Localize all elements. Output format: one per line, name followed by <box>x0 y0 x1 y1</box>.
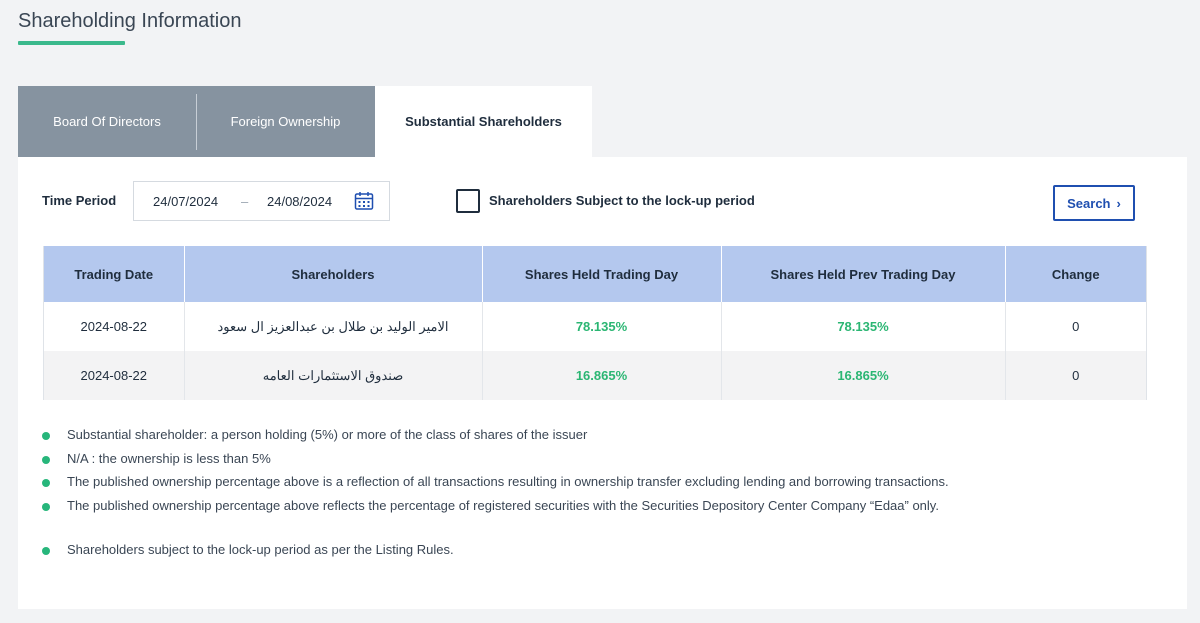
cell-trading-date: 2024-08-22 <box>44 351 184 400</box>
bullet-dot-icon <box>42 479 50 487</box>
cell-shares-held: 16.865% <box>482 351 721 400</box>
note-item <box>42 474 1162 498</box>
table-row <box>44 302 1146 351</box>
note-text: The published ownership percentage above is a reflection of all transactions resulting in ownership transfer excluding lending and borrowing transactions. <box>67 474 949 489</box>
note-item <box>42 542 1162 566</box>
lockup-checkbox-label[interactable]: Shareholders Subject to the lock-up period <box>489 193 755 208</box>
cell-change: 0 <box>1072 319 1080 334</box>
search-button[interactable] <box>1053 185 1135 221</box>
table-header-row <box>44 246 1146 302</box>
time-period-label: Time Period <box>42 193 117 208</box>
column-header-trading-date[interactable]: Trading Date <box>44 246 184 302</box>
bullet-dot-icon <box>42 547 50 555</box>
column-header-shares-held[interactable]: Shares Held Trading Day <box>482 246 721 302</box>
calendar-icon[interactable] <box>354 191 374 211</box>
cell-shares-held-prev: 16.865% <box>721 351 1005 400</box>
chevron-right-icon: › <box>1116 195 1121 211</box>
tab-bar <box>18 86 592 157</box>
column-header-change[interactable]: Change <box>1005 246 1146 302</box>
date-to-field[interactable]: 24/08/2024 <box>267 194 333 209</box>
cell-trading-date: 2024-08-22 <box>44 302 184 351</box>
tab-substantial-shareholders[interactable]: Substantial Shareholders <box>375 86 592 157</box>
tab-foreign-ownership[interactable]: Foreign Ownership <box>196 86 375 157</box>
page-title: Shareholding Information <box>18 10 242 32</box>
cell-shares-held: 78.135% <box>482 302 721 351</box>
date-from-field[interactable]: 24/07/2024 <box>153 194 219 209</box>
note-item <box>42 498 1162 522</box>
bullet-dot-icon <box>42 432 50 440</box>
column-header-shareholders[interactable]: Shareholders <box>184 246 482 302</box>
tab-divider <box>196 94 197 150</box>
cell-shareholder: الامير الوليد بن طلال بن عبدالعزيز ال سعود <box>184 302 482 351</box>
lockup-checkbox[interactable] <box>456 189 480 213</box>
notes-list <box>42 427 1162 566</box>
cell-change: 0 <box>1005 351 1146 400</box>
note-text: Shareholders subject to the lock-up period as per the Listing Rules. <box>67 542 454 557</box>
note-item <box>42 451 1162 475</box>
note-text: The published ownership percentage above reflects the percentage of registered securities with the Securities Depository Center Company “Edaa” only. <box>67 497 939 513</box>
bullet-dot-icon <box>42 456 50 464</box>
date-range-picker[interactable] <box>133 181 390 221</box>
note-text: N/A : the ownership is less than 5% <box>67 450 271 466</box>
note-item <box>42 427 1162 451</box>
search-button-label: Search <box>1067 195 1111 211</box>
shareholders-table <box>43 246 1147 400</box>
note-text: Substantial shareholder: a person holding (5%) or more of the class of shares of the issuer <box>67 427 588 442</box>
date-separator: – <box>241 194 249 209</box>
tab-board-of-directors[interactable]: Board Of Directors <box>18 86 196 157</box>
cell-shares-held-prev: 78.135% <box>721 302 1005 351</box>
cell-shareholder: صندوق الاستثمارات العامه <box>184 351 482 400</box>
title-underline <box>18 41 125 45</box>
column-header-shares-held-prev[interactable]: Shares Held Prev Trading Day <box>721 246 1005 302</box>
content-panel <box>18 157 1187 609</box>
bullet-dot-icon <box>42 503 50 511</box>
table-row <box>44 351 1146 400</box>
